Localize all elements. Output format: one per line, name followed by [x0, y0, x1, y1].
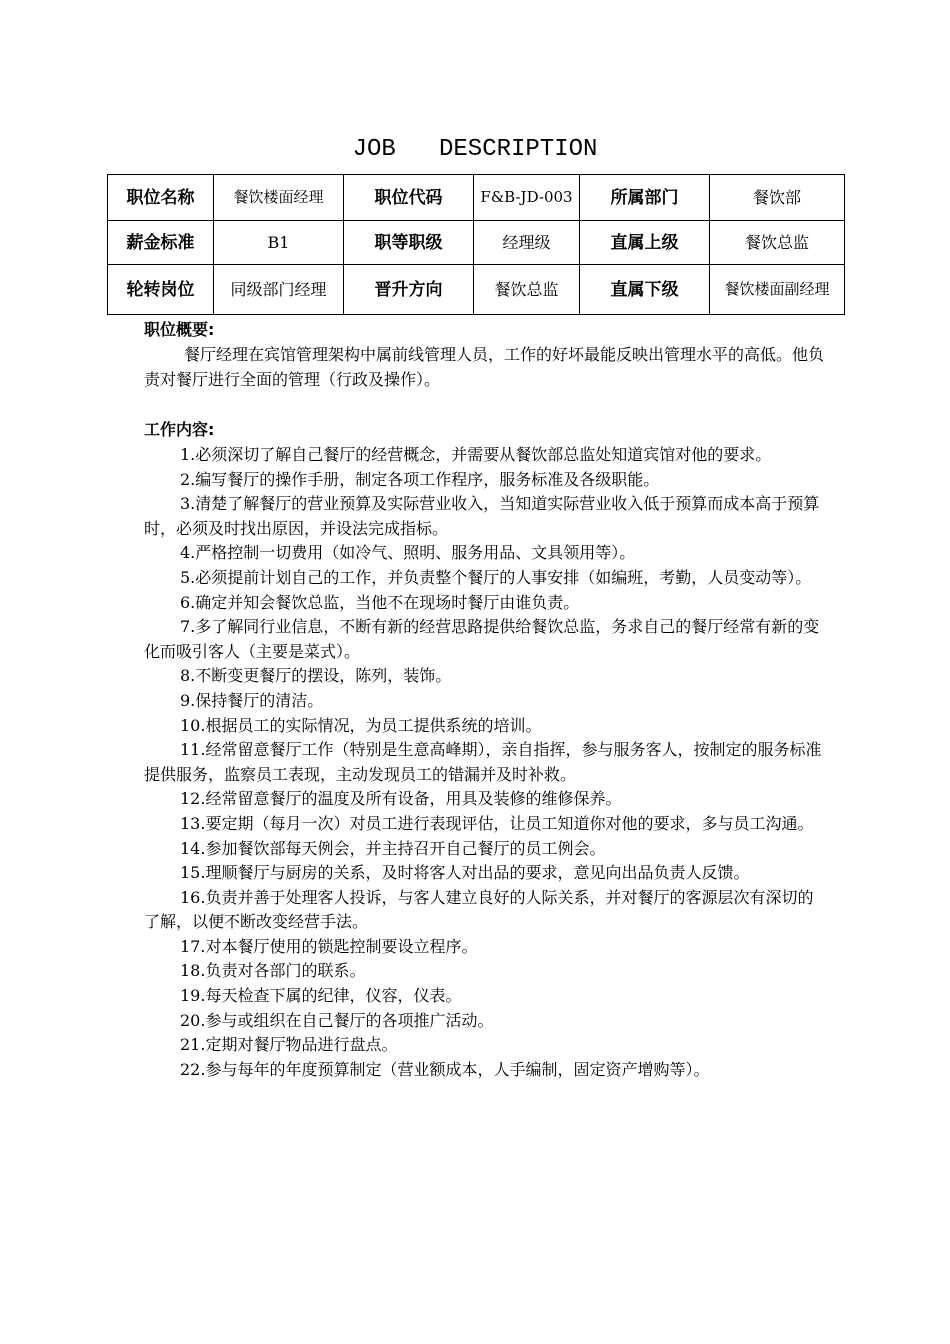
list-item: 21.定期对餐厅物品进行盘点。 — [180, 1035, 398, 1055]
list-item: 2.编写餐厅的操作手册，制定各项工作程序，服务标准及各级职能。 — [180, 469, 660, 489]
list-item: 20.参与或组织在自己餐厅的各项推广活动。 — [180, 1010, 494, 1030]
label-position-code: 职位代码 — [344, 175, 474, 221]
table-row — [108, 221, 845, 265]
page-title: JOB DESCRIPTION — [352, 136, 598, 163]
list-item: 17.对本餐厅使用的锁匙控制要设立程序。 — [180, 936, 478, 956]
list-item: 12.经常留意餐厅的温度及所有设备，用具及装修的维修保养。 — [180, 789, 622, 809]
summary-section — [144, 318, 824, 392]
value-department: 餐饮部 — [710, 175, 845, 221]
value-salary-standard: B1 — [214, 221, 344, 265]
list-item: 5.必须提前计划自己的工作，并负责整个餐厅的人事安排（如编班，考勤，人员变动等）。 — [180, 567, 812, 587]
list-item: 14.参加餐饮部每天例会，并主持召开自己餐厅的员工例会。 — [180, 838, 606, 858]
value-position-code: F&B-JD-003 — [474, 175, 580, 221]
list-item: 1.必须深切了解自己餐厅的经营概念，并需要从餐饮部总监处知道宾馆对他的要求。 — [180, 445, 772, 464]
value-position-name: 餐饮楼面经理 — [214, 175, 344, 221]
value-rotation-post: 同级部门经理 — [214, 265, 344, 315]
label-direct-subordinate: 直属下级 — [580, 265, 710, 315]
label-rotation-post: 轮转岗位 — [108, 265, 214, 315]
label-position-name: 职位名称 — [108, 175, 214, 221]
summary-heading: 职位概要: — [144, 320, 215, 339]
list-item: 16.负责并善于处理客人投诉，与客人建立良好的人际关系，并对餐厅的客源层次有深切的了解，以便不断改变经营手法。 — [144, 887, 814, 932]
list-item: 22.参与每年的年度预算制定（营业额成本，人手编制，固定资产增购等）。 — [180, 1059, 710, 1079]
list-item: 4.严格控制一切费用（如冷气、照明、服务用品、文具领用等）。 — [180, 543, 636, 563]
list-item: 11.经常留意餐厅工作（特别是生意高峰期），亲自指挥，参与服务客人，按制定的服务标准提供服务，监察员工表现，主动发现员工的错漏并及时补救。 — [144, 740, 822, 784]
duties-heading: 工作内容: — [144, 420, 215, 439]
label-promotion-path: 晋升方向 — [344, 265, 474, 315]
value-direct-subordinate: 餐饮楼面副经理 — [710, 265, 845, 315]
table-row — [108, 175, 845, 221]
value-direct-superior: 餐饮总监 — [710, 221, 845, 265]
table-row — [108, 265, 845, 315]
label-salary-standard: 薪金标准 — [108, 221, 214, 265]
list-item: 15.理顺餐厅与厨房的关系，及时将客人对出品的要求，意见向出品负责人反馈。 — [180, 863, 750, 883]
label-direct-superior: 直属上级 — [580, 221, 710, 265]
job-info-table — [107, 174, 845, 315]
value-grade-level: 经理级 — [474, 221, 580, 265]
summary-text: 餐厅经理在宾馆管理架构中属前线管理人员，工作的好坏最能反映出管理水平的高低。他负责对餐厅进行全面的管理（行政及操作）。 — [144, 345, 825, 389]
list-item: 10.根据员工的实际情况，为员工提供系统的培训。 — [180, 715, 542, 735]
label-department: 所属部门 — [580, 175, 710, 221]
value-promotion-path: 餐饮总监 — [474, 265, 580, 315]
list-item: 3.清楚了解餐厅的营业预算及实际营业收入，当知道实际营业收入低于预算而成本高于预算时，必须及时找出原因，并设法完成指标。 — [144, 494, 820, 538]
list-item: 13.要定期（每月一次）对员工进行表现评估，让员工知道你对他的要求，多与员工沟通。 — [180, 813, 814, 833]
label-grade-level: 职等职级 — [344, 221, 474, 265]
list-item: 6.确定并知会餐饮总监，当他不在现场时餐厅由谁负责。 — [180, 592, 580, 612]
list-item: 18.负责对各部门的联系。 — [180, 961, 366, 981]
list-item: 8.不断变更餐厅的摆设，陈列，装饰。 — [180, 666, 452, 686]
list-item: 19.每天检查下属的纪律，仪容，仪表。 — [180, 986, 462, 1006]
list-item: 9.保持餐厅的清洁。 — [180, 690, 324, 710]
duties-section — [144, 418, 824, 1082]
list-item: 7.多了解同行业信息，不断有新的经营思路提供给餐饮总监，务求自己的餐厅经常有新的变化而吸引客人（主要是菜式）。 — [144, 617, 820, 661]
